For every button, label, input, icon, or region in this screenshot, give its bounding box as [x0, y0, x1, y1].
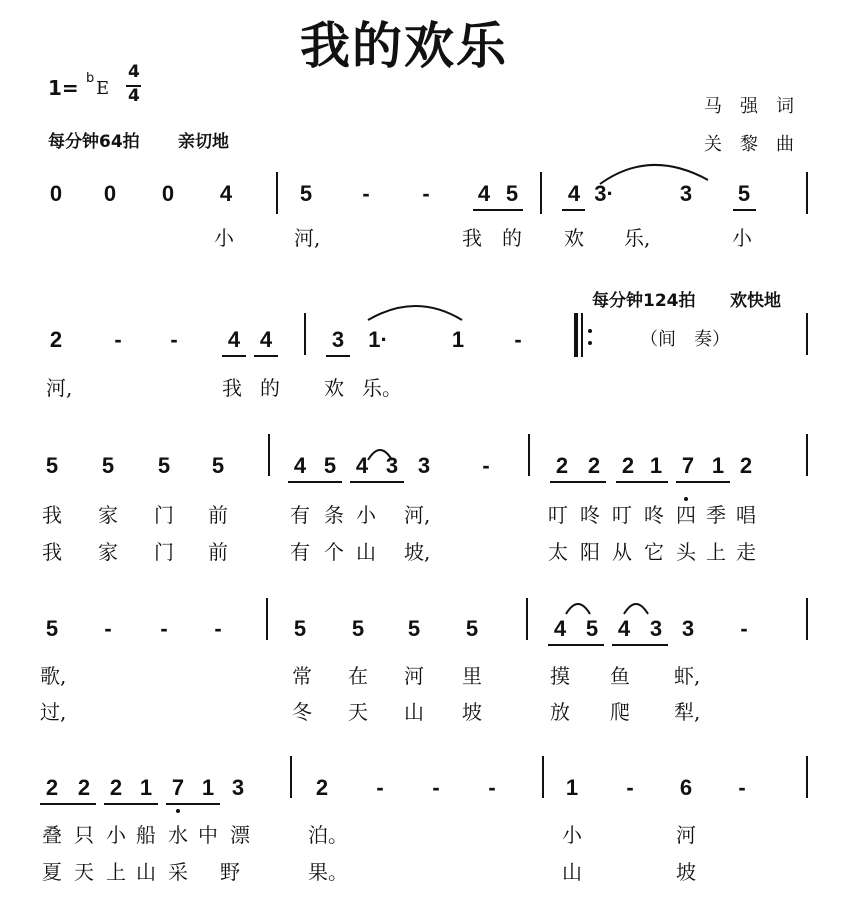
jianpu-note: 3	[417, 453, 431, 478]
jianpu-note: 4	[567, 181, 581, 206]
lyric-char: 走	[736, 540, 756, 564]
jianpu-note: 5	[505, 181, 519, 206]
jianpu-note: 3	[679, 181, 693, 206]
lyric-char: 鱼	[610, 664, 630, 688]
jianpu-note: -	[626, 775, 634, 800]
jianpu-note: 4	[219, 181, 233, 206]
lyric-char: 从	[612, 540, 632, 564]
tempo-intro: 每分钟64拍	[48, 132, 140, 152]
jianpu-note: 4	[293, 453, 307, 478]
lyric-char: 水	[168, 823, 188, 847]
lyric-char: 叠	[42, 823, 62, 847]
composer: 关黎曲	[704, 134, 812, 155]
lyric-char: 漂	[230, 823, 250, 847]
jianpu-note: 5	[45, 616, 59, 641]
lyric-char: 虾,	[674, 664, 701, 688]
lyric-char: 冬	[292, 700, 312, 724]
time-bottom: 4	[128, 86, 140, 106]
lyric-char: 季	[706, 503, 726, 527]
lyric-char: 天	[348, 700, 368, 724]
lyric-char: 天	[74, 860, 94, 884]
jianpu-note: -	[740, 616, 748, 641]
lyric-char: 门	[154, 503, 174, 527]
lyric-char: 头	[676, 540, 696, 564]
lyric-char: 中	[198, 823, 218, 847]
jianpu-note: 3	[649, 616, 663, 641]
lyric-char: 它	[644, 540, 664, 564]
slur	[566, 604, 590, 614]
jianpu-note: -	[738, 775, 746, 800]
slur	[600, 165, 708, 184]
jianpu-note: -	[514, 327, 522, 352]
lyric-char: 采	[168, 860, 188, 884]
lyric-char: 里	[462, 664, 482, 688]
jianpu-note: -	[170, 327, 178, 352]
lyric-char: 四	[676, 503, 696, 527]
lyric-char: 个	[324, 540, 344, 564]
mood-main: 欢快地	[730, 291, 781, 311]
jianpu-note: 3	[681, 616, 695, 641]
lyric-char: 小	[356, 503, 376, 527]
lyric-char: 泊。	[308, 823, 348, 847]
jianpu-note: 0	[49, 181, 63, 206]
lyric-char: 前	[208, 503, 228, 527]
jianpu-note: 1·	[368, 327, 388, 352]
jianpu-note: 5	[351, 616, 365, 641]
jianpu-note: 4	[259, 327, 273, 352]
lyric-char: 爬	[610, 700, 630, 724]
lyric-char: 欢	[324, 376, 344, 400]
lyric-char: 河,	[294, 226, 321, 250]
jianpu-note: -	[482, 453, 490, 478]
jianpu-note: -	[376, 775, 384, 800]
lyric-char: 山	[356, 540, 376, 564]
lyric-char: 坡	[676, 860, 696, 884]
jianpu-note: 5	[407, 616, 421, 641]
lyric-char: 在	[348, 664, 368, 688]
jianpu-note: -	[114, 327, 122, 352]
jianpu-note: 2	[77, 775, 91, 800]
lyric-char: 常	[292, 664, 312, 688]
jianpu-note: 2	[49, 327, 63, 352]
jianpu-note: 0	[103, 181, 117, 206]
lyric-char: 我	[42, 540, 62, 564]
lyric-char: 坡	[462, 700, 482, 724]
jianpu-note: 2	[739, 453, 753, 478]
jianpu-note: 5	[101, 453, 115, 478]
lyric-char: 河	[404, 664, 424, 688]
lyric-char: 船	[136, 823, 156, 847]
interlude-text: （间 奏）	[640, 329, 730, 350]
jianpu-note: 4	[477, 181, 491, 206]
slur	[368, 450, 392, 460]
key-prefix: 1=	[48, 76, 79, 100]
lyric-char: 的	[502, 226, 522, 250]
lyric-char: 河,	[46, 376, 73, 400]
jianpu-note: 4	[355, 453, 369, 478]
jianpu-note: 5	[293, 616, 307, 641]
jianpu-note: 5	[299, 181, 313, 206]
jianpu-note: 1	[565, 775, 579, 800]
lyric-char: 乐,	[624, 226, 651, 250]
lyric-char: 只	[74, 823, 94, 847]
jianpu-note: -	[214, 616, 222, 641]
lyric-char: 我	[462, 226, 482, 250]
jianpu-note: 7	[171, 775, 185, 800]
lyric-char: 坡,	[404, 540, 431, 564]
lyric-char: 我	[222, 376, 242, 400]
jianpu-note: 1	[139, 775, 153, 800]
jianpu-note: -	[104, 616, 112, 641]
jianpu-note: -	[488, 775, 496, 800]
lyric-char: 条	[324, 503, 344, 527]
lyric-char: 太	[548, 540, 568, 564]
jianpu-note: 0	[161, 181, 175, 206]
jianpu-note: 5	[45, 453, 59, 478]
lyric-char: 小	[732, 226, 752, 250]
jianpu-note: -	[422, 181, 430, 206]
lyric-char: 小	[214, 226, 234, 250]
jianpu-note: 2	[109, 775, 123, 800]
jianpu-note: 5	[323, 453, 337, 478]
jianpu-note: 3·	[594, 181, 614, 206]
jianpu-note: 1	[649, 453, 663, 478]
lyric-char: 野	[220, 860, 240, 884]
lyric-char: 河,	[404, 503, 431, 527]
lyric-char: 的	[260, 376, 280, 400]
lyric-char: 有	[290, 540, 310, 564]
jianpu-note: 2	[315, 775, 329, 800]
jianpu-note: 2	[621, 453, 635, 478]
slur	[368, 306, 462, 320]
jianpu-note: 3	[385, 453, 399, 478]
jianpu-note: 3	[231, 775, 245, 800]
lyric-char: 上	[106, 860, 126, 884]
flat-sign: b	[86, 71, 95, 86]
jianpu-note: -	[160, 616, 168, 641]
jianpu-note: 7	[681, 453, 695, 478]
lyric-char: 山	[562, 860, 582, 884]
jianpu-note: 5	[465, 616, 479, 641]
lyric-char: 我	[42, 503, 62, 527]
lyric-char: 乐。	[362, 376, 402, 400]
jianpu-note: 6	[679, 775, 693, 800]
lyric-char: 咚	[644, 503, 664, 527]
mood-intro: 亲切地	[178, 132, 229, 152]
jianpu-note: 1	[711, 453, 725, 478]
lyric-char: 前	[208, 540, 228, 564]
jianpu-note: 2	[45, 775, 59, 800]
jianpu-note: -	[362, 181, 370, 206]
jianpu-note: -	[432, 775, 440, 800]
lyric-char: 歌,	[40, 664, 67, 688]
jianpu-note: 4	[553, 616, 567, 641]
lyric-char: 门	[154, 540, 174, 564]
key-note: E	[96, 78, 110, 99]
lyric-char: 小	[106, 823, 126, 847]
jianpu-note: 2	[587, 453, 601, 478]
jianpu-note: 5	[737, 181, 751, 206]
jianpu-note: 1	[201, 775, 215, 800]
jianpu-note: 1	[451, 327, 465, 352]
lyric-char: 唱	[736, 503, 756, 527]
jianpu-note: 5	[157, 453, 171, 478]
lyric-char: 小	[562, 823, 582, 847]
lyric-char: 放	[550, 700, 570, 724]
lyric-char: 家	[98, 503, 118, 527]
lyricist: 马强词	[704, 96, 812, 117]
jianpu-note: 2	[555, 453, 569, 478]
lyric-char: 有	[290, 503, 310, 527]
jianpu-note: 5	[585, 616, 599, 641]
jianpu-note: 4	[617, 616, 631, 641]
lyric-char: 家	[98, 540, 118, 564]
lyric-char: 叮	[612, 503, 632, 527]
lyric-char: 欢	[564, 226, 584, 250]
lyric-char: 河	[676, 823, 696, 847]
lyric-char: 叮	[548, 503, 568, 527]
song-title: 我的欢乐	[300, 17, 508, 75]
time-top: 4	[128, 62, 140, 82]
jianpu-note: 4	[227, 327, 241, 352]
jianpu-note: 3	[331, 327, 345, 352]
lyric-char: 山	[136, 860, 156, 884]
jianpu-note: 5	[211, 453, 225, 478]
lyric-char: 摸	[550, 664, 570, 688]
lyric-char: 咚	[580, 503, 600, 527]
lyric-char: 夏	[42, 860, 62, 884]
lyric-char: 过,	[40, 700, 67, 724]
lyric-char: 上	[706, 540, 726, 564]
lyric-char: 山	[404, 700, 424, 724]
lyric-char: 阳	[580, 540, 600, 564]
slur	[624, 604, 648, 614]
lyric-char: 犁,	[674, 700, 701, 724]
lyric-char: 果。	[308, 860, 348, 884]
tempo-main: 每分钟124拍	[592, 291, 696, 311]
